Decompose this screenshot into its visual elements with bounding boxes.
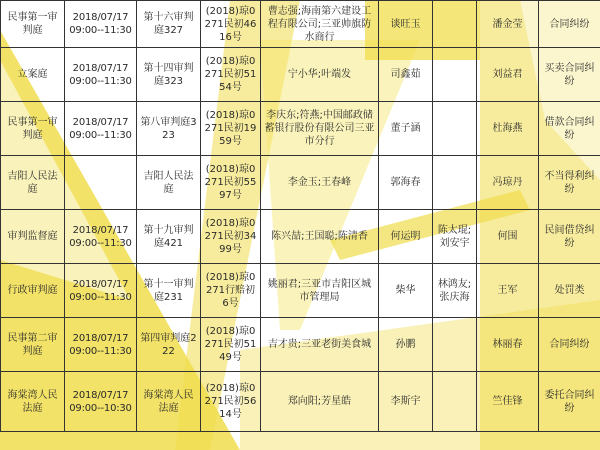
time-date: 2018/07/17 [72, 332, 129, 344]
time-date: 2018/07/17 [72, 116, 129, 128]
court-cell: 审判监督庭 [1, 210, 65, 264]
time-cell [65, 156, 137, 210]
parties-cell: 李金玉;王春峰 [261, 156, 379, 210]
cause-cell: 借款合同纠纷 [539, 102, 600, 156]
judge-cell: 柴华 [379, 264, 433, 318]
jurors-cell: 陈太琨;刘安宇 [433, 210, 477, 264]
time-range: 09:00--11:30 [69, 129, 132, 141]
time-range: 09:00--11:30 [69, 25, 132, 36]
case-no-cell: (2018)琼0271行赔初6号 [201, 264, 261, 318]
clerk-cell: 何围 [477, 210, 539, 264]
room-cell: 第十四审判庭323 [137, 48, 201, 102]
table-row [1, 48, 600, 102]
clerk-cell: 杜海燕 [477, 102, 539, 156]
table-row [1, 318, 600, 372]
court-cell: 民事第二审判庭 [1, 318, 65, 372]
table-row [1, 210, 600, 264]
cause-cell: 合同纠纷 [539, 318, 600, 372]
time-date: 2018/07/17 [72, 12, 129, 23]
judge-cell: 李斯宇 [379, 372, 433, 432]
judge-cell: 司鑫茹 [379, 48, 433, 102]
case-no-cell: (2018)琼0271民初4616号 [201, 1, 261, 48]
judge-cell: 孙鹏 [379, 318, 433, 372]
case-no-cell: (2018)琼0271民初1959号 [201, 102, 261, 156]
clerk-cell: 王军 [477, 264, 539, 318]
cause-cell: 不当得利纠纷 [539, 156, 600, 210]
time-cell [65, 210, 137, 264]
cause-cell: 买卖合同纠纷 [539, 48, 600, 102]
jurors-cell [433, 156, 477, 210]
room-cell: 第四审判庭222 [137, 318, 201, 372]
clerk-cell: 冯琼丹 [477, 156, 539, 210]
time-cell [65, 318, 137, 372]
room-cell: 第十九审判庭421 [137, 210, 201, 264]
cause-cell: 委托合同纠纷 [539, 372, 600, 432]
parties-cell: 陈兴喆;王国聪;陈清香 [261, 210, 379, 264]
court-cell: 吉阳人民法庭 [1, 156, 65, 210]
cause-cell: 合同纠纷 [539, 1, 600, 48]
jurors-cell [433, 1, 477, 48]
court-cell: 行政审判庭 [1, 264, 65, 318]
jurors-cell [433, 102, 477, 156]
jurors-cell: 林鸿友;张庆海 [433, 264, 477, 318]
time-cell [65, 102, 137, 156]
time-date: 2018/07/17 [72, 278, 129, 290]
table-row [1, 372, 600, 432]
table-row [1, 1, 600, 48]
time-cell [65, 1, 137, 48]
time-range: 09:00--10:30 [69, 402, 132, 414]
jurors-cell [433, 48, 477, 102]
case-no-cell: (2018)琼0271民初5154号 [201, 48, 261, 102]
time-range: 09:00--11:30 [69, 237, 132, 249]
court-cell: 立案庭 [1, 48, 65, 102]
clerk-cell: 竺佳锋 [477, 372, 539, 432]
time-date: 2018/07/17 [72, 389, 129, 401]
time-cell [65, 372, 137, 432]
time-date: 2018/07/17 [72, 224, 129, 236]
court-cell: 民事第一审判庭 [1, 102, 65, 156]
time-cell [65, 48, 137, 102]
judge-cell: 谈旺玉 [379, 1, 433, 48]
court-cell: 海棠湾人民法庭 [1, 372, 65, 432]
judge-cell: 董子涵 [379, 102, 433, 156]
table-row [1, 102, 600, 156]
judge-cell: 何运明 [379, 210, 433, 264]
time-range: 09:00--11:30 [69, 291, 132, 303]
case-no-cell: (2018)琼0271民初5597号 [201, 156, 261, 210]
clerk-cell: 潘金莹 [477, 1, 539, 48]
room-cell: 吉阳人民法庭 [137, 156, 201, 210]
cause-cell: 民间借贷纠纷 [539, 210, 600, 264]
parties-cell: 姚丽君;三亚市吉阳区城市管理局 [261, 264, 379, 318]
parties-cell: 李庆东;符燕;中国邮政储蓄银行股份有限公司三亚市分行 [261, 102, 379, 156]
court-cell: 民事第一审判庭 [1, 1, 65, 48]
case-no-cell: (2018)琼0271民初5149号 [201, 318, 261, 372]
parties-cell: 宁小华;叶端发 [261, 48, 379, 102]
table-row [1, 156, 600, 210]
jurors-cell [433, 318, 477, 372]
judge-cell: 郭海春 [379, 156, 433, 210]
parties-cell: 曹志强;海南第六建设工程有限公司;三亚帅旗防水商行 [261, 1, 379, 48]
parties-cell: 郑向阳;芳星皓 [261, 372, 379, 432]
table-row [1, 264, 600, 318]
case-no-cell: (2018)琼0271民初3499号 [201, 210, 261, 264]
time-cell [65, 264, 137, 318]
room-cell: 海棠湾人民法庭 [137, 372, 201, 432]
parties-cell: 吉才贵;三亚老街美食城 [261, 318, 379, 372]
clerk-cell: 刘益君 [477, 48, 539, 102]
room-cell: 第十六审判庭327 [137, 1, 201, 48]
case-no-cell: (2018)琼0271民初5614号 [201, 372, 261, 432]
time-range: 09:00--11:30 [69, 345, 132, 357]
jurors-cell [433, 372, 477, 432]
cause-cell: 处罚类 [539, 264, 600, 318]
clerk-cell: 林丽春 [477, 318, 539, 372]
time-date: 2018/07/17 [72, 62, 129, 74]
time-range: 09:00--11:30 [69, 75, 132, 87]
room-cell: 第十一审判庭231 [137, 264, 201, 318]
room-cell: 第八审判庭323 [137, 102, 201, 156]
